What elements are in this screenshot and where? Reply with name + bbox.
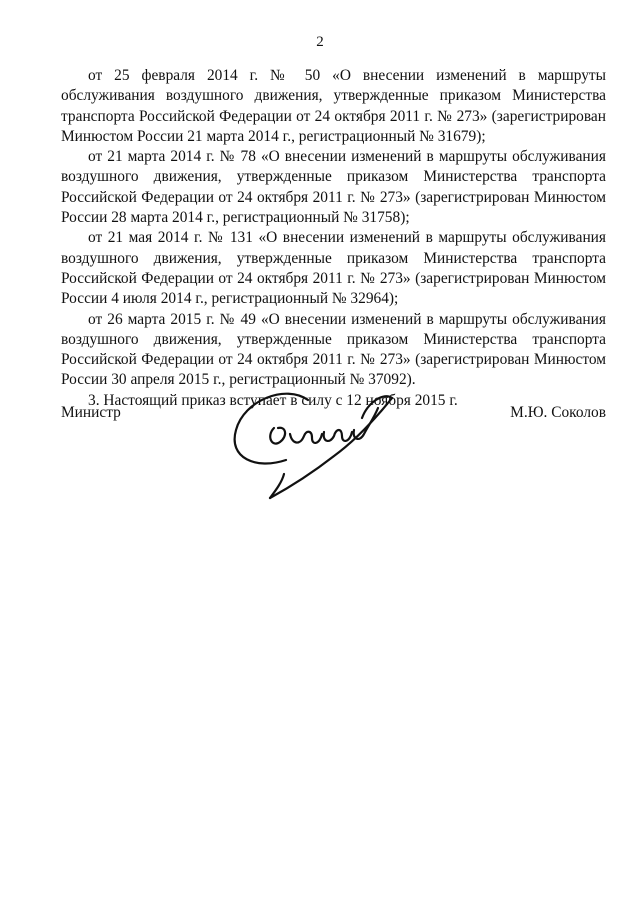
signatory-title: Министр xyxy=(61,404,121,421)
paragraph-amendment-49: от 26 марта 2015 г. № 49 «О внесении изменений в маршруты обслуживания воздушного движения, утвержденные приказом Министерства транспорта Российской Федерации от 24 октября 2011 г. № 273» (зарегистрирован Минюстом России 30 апреля 2015 г., регистрационный № 37092). xyxy=(61,310,606,389)
paragraph-amendment-50: от 25 февраля 2014 г. № 50 «О внесении изменений в маршруты обслуживания воздушного движения, утвержденные приказом Министерства транспорта Российской Федерации от 24 октября 2011 г. № 273» (зарегистрирован Минюстом России 21 марта 2014 г., регистрационный № 31679); xyxy=(61,67,606,145)
handwritten-signature xyxy=(216,378,426,508)
page-number: 2 xyxy=(316,34,324,50)
signature-block xyxy=(61,404,606,524)
paragraph-amendment-131: от 21 мая 2014 г. № 131 «О внесении изменений в маршруты обслуживания воздушного движения, утвержденные приказом Министерства транспорта Российской Федерации от 24 октября 2011 г. № 273» (зарегистрирован Минюстом России 4 июля 2014 г., регистрационный № 32964); xyxy=(61,229,606,308)
paragraph-effective-date: 3. Настоящий приказ вступает в силу с 12 ноября 2015 г. xyxy=(88,391,458,409)
signatory-name: М.Ю. Соколов xyxy=(510,404,606,421)
paragraph-amendment-78: от 21 марта 2014 г. № 78 «О внесении изменений в маршруты обслуживания воздушного движения, утвержденные приказом Министерства транспорта Российской Федерации от 24 октября 2011 г. № 273» (зарегистрирован Минюстом России 28 марта 2014 г., регистрационный № 31758); xyxy=(61,148,606,227)
document-body xyxy=(61,66,606,411)
